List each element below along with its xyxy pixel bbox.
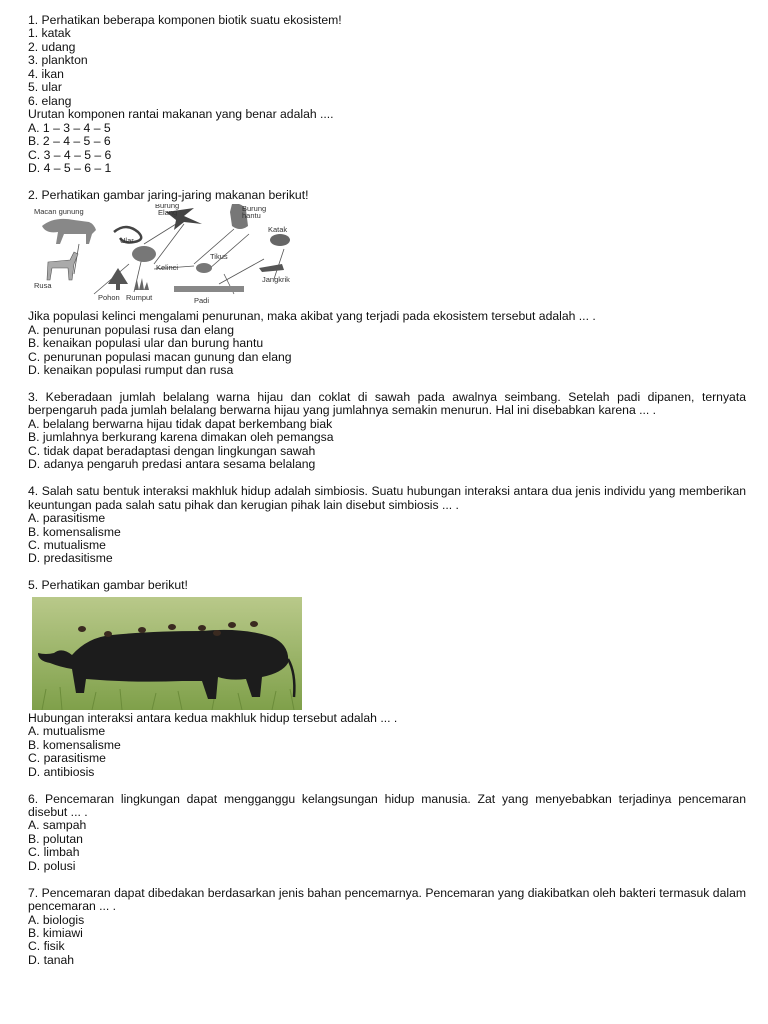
buffalo-birds-illustration xyxy=(32,597,302,710)
question-7 xyxy=(28,887,746,968)
q1-item: 6. elang xyxy=(28,93,72,108)
q4-option-c: C. mutualisme xyxy=(28,538,106,552)
q4-option-a: A. parasitisme xyxy=(28,511,106,526)
bird-8 xyxy=(213,630,221,636)
mountain-lion-shape xyxy=(42,219,96,244)
q1-item: 3. plankton xyxy=(28,53,88,68)
worksheet-page xyxy=(28,14,746,967)
q4-option-b: B. komensalisme xyxy=(28,524,121,539)
q3-option-b: B. jumlahnya berkurang karena dimakan oleh pemangsa xyxy=(28,430,334,445)
question-1 xyxy=(28,14,746,175)
label-tikus: Tikus xyxy=(210,252,228,262)
label-kelinci: Kelinci xyxy=(156,263,179,273)
q1-item: 1. katak xyxy=(28,26,71,41)
cricket-shape xyxy=(259,264,284,272)
q5-prompt: 5. Perhatikan gambar berikut! xyxy=(28,578,188,593)
q1-item: 5. ular xyxy=(28,80,62,95)
label-padi: Padi xyxy=(194,296,210,306)
buffalo-birds-photo xyxy=(32,597,302,710)
q6-option-a: A. sampah xyxy=(28,818,87,833)
q5-question: Hubungan interaksi antara kedua makhluk hidup tersebut adalah ... . xyxy=(28,710,398,725)
question-6 xyxy=(28,793,746,874)
q2-option-c: C. penurunan populasi macan gunung dan elang xyxy=(28,349,292,364)
q4-text: 4. Salah satu bentuk interaksi makhluk hidup adalah simbiosis. Suatu hubungan interaksi antara dua jenis individu yang memberikan keuntungan pada salah satu pihak dan kerugian pihak lain disebut simbiosis ... . xyxy=(28,484,746,512)
frog-shape xyxy=(270,234,290,246)
deer-shape xyxy=(47,252,78,280)
q2-option-d: D. kenaikan populasi rumput dan rusa xyxy=(28,363,234,378)
q6-text: 6. Pencemaran lingkungan dapat mengganggu kelangsungan hidup manusia. Zat yang menyebabkan terjadinya pencemaran disebut ... . xyxy=(28,791,746,819)
label-pohon: Pohon xyxy=(98,293,120,303)
label-rumput: Rumput xyxy=(126,293,153,303)
q2-option-a: A. penurunan populasi rusa dan elang xyxy=(28,322,234,337)
bird-6 xyxy=(228,622,236,628)
bird-4 xyxy=(168,624,176,630)
bird-7 xyxy=(250,621,258,627)
q3-text: 3. Keberadaan jumlah belalang warna hijau dan coklat di sawah pada awalnya seimbang. Setelah padi dipanen, ternyata berpengaruh pada jumlah belalang berwarna hijau yang jumlahnya semakin menurun. Hal ini disebabkan karena ... . xyxy=(28,390,746,418)
label-macan-gunung: Macan gunung xyxy=(34,207,84,217)
q2-option-b: B. kenaikan populasi ular dan burung hantu xyxy=(28,336,264,351)
q1-option-c: C. 3 – 4 – 5 – 6 xyxy=(28,147,112,162)
label-katak: Katak xyxy=(268,225,288,235)
q5-option-a: A. mutualisme xyxy=(28,724,106,739)
label-burung-hantu-2: hantu xyxy=(242,211,261,221)
label-burung-elang-1: Burung xyxy=(155,204,180,211)
q5-option-c: C. parasitisme xyxy=(28,751,106,766)
label-ular: Ular xyxy=(120,236,134,246)
q1-item: 2. udang xyxy=(28,39,76,54)
q1-option-b: B. 2 – 4 – 5 – 6 xyxy=(28,134,111,149)
label-jangkrik: Jangkrik xyxy=(262,275,290,285)
q7-option-b: B. kimiawi xyxy=(28,926,83,941)
label-burung-hantu-1: Burung xyxy=(242,204,267,214)
q5-option-b: B. komensalisme xyxy=(28,737,121,752)
q7-option-d: D. tanah xyxy=(28,952,75,967)
q2-question: Jika populasi kelinci mengalami penurunan, maka akibat yang terjadi pada ekosistem tersebut adalah ... . xyxy=(28,309,596,324)
q1-option-a: A. 1 – 3 – 4 – 5 xyxy=(28,120,111,135)
label-rusa: Rusa xyxy=(34,281,52,291)
q1-prompt: 1. Perhatikan beberapa komponen biotik suatu ekosistem! xyxy=(28,13,342,27)
q3-option-c: C. tidak dapat beradaptasi dengan lingkungan sawah xyxy=(28,443,316,458)
question-2 xyxy=(28,189,746,378)
q5-option-d: D. antibiosis xyxy=(28,764,95,779)
question-3 xyxy=(28,391,746,472)
q7-option-a: A. biologis xyxy=(28,912,85,927)
q1-question: Urutan komponen rantai makanan yang benar adalah .... xyxy=(28,107,334,122)
q3-option-d: D. adanya pengaruh predasi antara sesama belalang xyxy=(28,457,316,472)
rice-field-shape xyxy=(174,286,244,292)
q1-option-d: D. 4 – 5 – 6 – 1 xyxy=(28,160,112,175)
grass-shape xyxy=(134,278,149,290)
bird-3 xyxy=(138,627,146,633)
bird-1 xyxy=(78,626,86,632)
rabbit-shape xyxy=(132,246,156,262)
q7-text: 7. Pencemaran dapat dibedakan berdasarkan jenis bahan pencemarnya. Pencemaran yang diakibatkan oleh bakteri termasuk dalam pencemaran ... . xyxy=(28,885,746,914)
q6-option-c: C. limbah xyxy=(28,845,80,860)
question-5 xyxy=(28,579,746,779)
bird-5 xyxy=(198,625,206,631)
q7-option-c: C. fisik xyxy=(28,939,65,954)
question-4 xyxy=(28,485,746,566)
mouse-shape xyxy=(196,263,212,273)
q1-item: 4. ikan xyxy=(28,66,64,81)
q3-option-a: A. belalang berwarna hijau tidak dapat berkembang biak xyxy=(28,416,333,431)
food-web-figure xyxy=(34,204,310,307)
q4-option-d: D. predasitisme xyxy=(28,551,113,566)
q6-option-b: B. polutan xyxy=(28,831,83,846)
q2-prompt: 2. Perhatikan gambar jaring-jaring makanan berikut! xyxy=(28,187,309,202)
bird-2 xyxy=(104,631,112,637)
label-burung-elang-2: Elang xyxy=(158,208,178,218)
q6-option-d: D. polusi xyxy=(28,858,76,873)
food-web-illustration xyxy=(34,204,310,307)
